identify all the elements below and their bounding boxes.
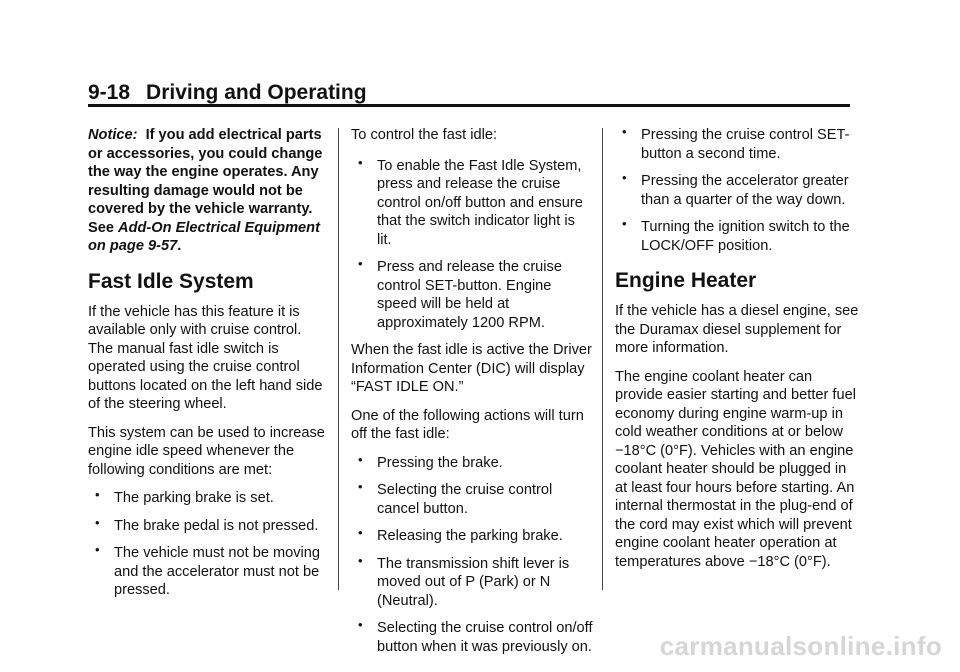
section-title: Driving and Operating xyxy=(146,81,367,104)
paragraph-coolant-heater: The engine coolant heater can provide easier starting and better fuel economy during engine warm-up in cold weather conditions at or below −18°C (0°F). Vehicles with an engine coolant heater should be plugged in at least four hours before starting. An internal thermostat in the plug-end of the cord may exist which will prevent engine coolant heater operation at temperatures above −18°C (0°F). xyxy=(615,368,856,570)
column-divider xyxy=(602,128,603,590)
list-item: • The parking brake is set. xyxy=(95,487,274,506)
header-rule xyxy=(88,104,850,107)
bullet-icon: • xyxy=(358,617,363,632)
notice-text: If you add electrical parts or accessories, you could change the way the engine operates. Any resulting damage would not be covered by the vehicle warranty. See xyxy=(88,127,323,236)
watermark: carmanualsonline.info xyxy=(659,631,942,661)
notice-block xyxy=(88,126,328,256)
column-1 xyxy=(88,126,328,609)
paragraph-control-intro: To control the fast idle: xyxy=(351,127,498,143)
paragraph-diesel-note: If the vehicle has a diesel engine, see the Duramax diesel supplement for more information. xyxy=(615,303,859,356)
column-2 xyxy=(351,126,593,665)
page-header xyxy=(88,80,850,106)
list-item: • The brake pedal is not pressed. xyxy=(95,514,319,534)
list-item: • The transmission shift lever is moved out of P (Park) or N (Neutral). xyxy=(358,552,570,609)
column-3 xyxy=(615,126,860,581)
bullet-icon: • xyxy=(95,487,100,502)
list-item: • Selecting the cruise control on/off button when it was previously on. xyxy=(358,617,593,655)
notice-cross-reference-link[interactable]: Add-On Electrical Equipment on page 9-57 xyxy=(88,219,320,254)
bullet-icon: • xyxy=(95,542,100,557)
bullet-icon: • xyxy=(358,256,363,271)
notice-end: . xyxy=(177,238,182,254)
page-number: 9-18 xyxy=(88,81,131,104)
bullet-icon: • xyxy=(358,552,363,568)
list-item: • Releasing the parking brake. xyxy=(358,525,563,544)
list-item: • Selecting the cruise control cancel button. xyxy=(358,479,553,517)
list-item: • Turning the ignition switch to the LOCK/OFF position. xyxy=(622,216,850,254)
paragraph-turn-off: One of the following actions will turn off the fast idle: xyxy=(351,407,584,442)
bullet-icon: • xyxy=(358,479,363,494)
bullet-icon: • xyxy=(358,154,363,170)
paragraph-dic-display: When the fast idle is active the Driver Information Center (DIC) will display “FAST IDLE ON.” xyxy=(351,342,592,395)
bullet-icon: • xyxy=(622,216,627,231)
column-divider xyxy=(338,128,339,590)
control-steps-list xyxy=(351,154,593,333)
paragraph-fast-idle-intro: If the vehicle has this feature it is available only with cruise control. The manual fast idle switch is operated using the cruise control buttons located on the left hand side of the steering wheel. xyxy=(88,303,323,412)
list-item: • Pressing the brake. xyxy=(358,451,503,471)
list-item: • Press and release the cruise control SET-button. Engine speed will be held at approximately 1200 RPM. xyxy=(358,256,562,331)
bullet-icon: • xyxy=(358,451,363,467)
list-item: • To enable the Fast Idle System, press and release the cruise control on/off button and ensure that the switch indicator light is lit. xyxy=(358,154,583,248)
list-item: • Pressing the accelerator greater than a quarter of the way down. xyxy=(622,170,849,208)
paragraph-fast-idle-conditions: This system can be used to increase engine idle speed whenever the following conditions are met: xyxy=(88,424,325,478)
turn-off-actions-list xyxy=(351,451,593,657)
bullet-icon: • xyxy=(622,170,627,185)
notice-label: Notice: xyxy=(88,127,138,143)
bullet-icon: • xyxy=(358,525,363,540)
list-item: • Pressing the cruise control SET-button a second time. xyxy=(622,124,850,162)
conditions-list xyxy=(88,489,328,600)
list-item: • The vehicle must not be moving and the accelerator must not be pressed. xyxy=(95,542,321,598)
heading-fast-idle-system: Fast Idle System xyxy=(88,269,254,293)
turn-off-actions-list-continued xyxy=(615,126,860,255)
bullet-icon: • xyxy=(95,514,100,530)
bullet-icon: • xyxy=(622,124,627,139)
heading-engine-heater: Engine Heater xyxy=(615,269,757,292)
